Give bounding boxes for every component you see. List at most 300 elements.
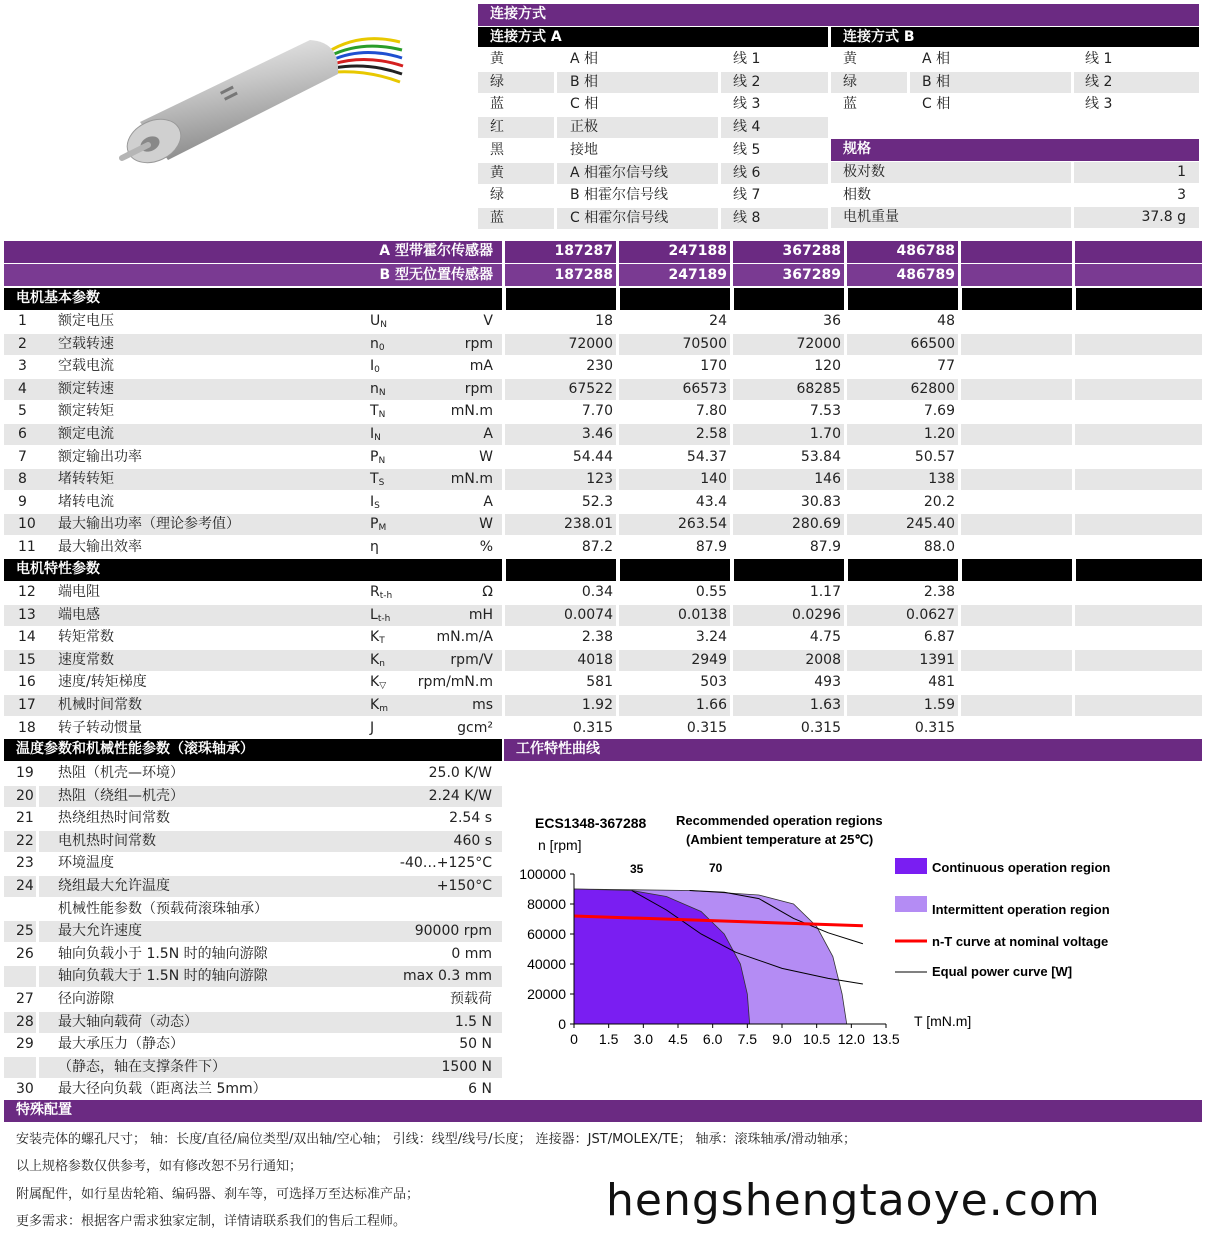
row-number: 2 — [18, 335, 27, 352]
param-unit: gcm² — [457, 719, 493, 736]
col-divider — [616, 492, 619, 513]
row-number: 27 — [16, 991, 34, 1007]
conn-a-phase: A 相 — [570, 51, 599, 67]
col-divider — [844, 582, 847, 603]
row-number: 12 — [18, 584, 36, 600]
param-unit: Ω — [482, 584, 493, 600]
param-name: 热阻（机壳—环境） — [58, 765, 184, 781]
curve-title: 工作特性曲线 — [504, 739, 1202, 761]
col-divider — [958, 424, 961, 445]
conn-b-color: 蓝 — [843, 96, 857, 113]
power-label-35: 35 — [630, 862, 644, 876]
conn-a-color: 绿 — [490, 73, 504, 90]
power-label-70: 70 — [709, 861, 723, 875]
col-divider — [502, 311, 505, 332]
param-value: 245.40 — [906, 516, 955, 533]
param-value: 62800 — [910, 380, 955, 397]
spec-label: 相数 — [843, 186, 871, 203]
param-name: 最大径向负载（距离法兰 5mm） — [58, 1081, 267, 1098]
param-name: 额定转速 — [58, 380, 114, 397]
param-unit: rpm/V — [450, 651, 493, 668]
param-symbol: $L_{t-h}$ — [370, 606, 391, 624]
param-name: 堵转转矩 — [58, 471, 114, 488]
param-name: 环境温度 — [58, 855, 114, 872]
col-divider — [730, 537, 733, 558]
basic-title-fill — [734, 288, 844, 310]
col-divider — [616, 447, 619, 468]
col-divider — [730, 311, 733, 332]
x-tick-label: 13.5 — [872, 1031, 900, 1047]
conn-b-phase: A 相 — [922, 51, 951, 67]
col-divider — [844, 627, 847, 648]
row-number: 7 — [18, 448, 27, 465]
param-value: 1.59 — [923, 697, 955, 713]
character-title-fill — [620, 559, 730, 581]
col-divider — [36, 786, 39, 807]
basic-title-fill — [848, 288, 958, 310]
col-divider — [1072, 469, 1075, 490]
col-divider — [958, 379, 961, 400]
col-divider — [502, 627, 505, 648]
param-symbol: $I_S$ — [370, 493, 380, 511]
param-value: 72000 — [796, 335, 841, 352]
spec-value: 3 — [1177, 186, 1186, 203]
row-number: 19 — [16, 765, 34, 781]
conn-b-wire: 线 2 — [1085, 73, 1113, 90]
col-divider — [502, 718, 505, 739]
row-number: 15 — [18, 651, 36, 668]
param-value: 123 — [586, 471, 613, 488]
model-b-number: 187288 — [554, 267, 613, 283]
param-symbol: $U_N$ — [370, 313, 387, 330]
param-value: 53.84 — [800, 448, 841, 465]
param-value: 6 N — [468, 1081, 492, 1098]
row-number: 21 — [16, 810, 34, 827]
chart-subtitle: Recommended operation regions — [676, 813, 883, 828]
param-value: 7.69 — [923, 403, 955, 420]
col-divider — [36, 1057, 39, 1078]
col-divider — [730, 469, 733, 490]
col-divider — [844, 695, 847, 716]
col-divider — [958, 672, 961, 693]
param-unit: mA — [469, 358, 493, 375]
chart-subtitle-2: (Ambient temperature at 25℃) — [686, 832, 874, 847]
param-unit: W — [479, 448, 493, 465]
param-value: 481 — [928, 674, 955, 691]
param-value: 87.2 — [581, 539, 613, 555]
col-divider — [958, 514, 961, 535]
param-value: -40…+125°C — [399, 855, 492, 872]
col-divider — [502, 356, 505, 377]
col-divider — [502, 514, 505, 535]
param-symbol: $R_{t-h}$ — [370, 584, 393, 601]
row-number: 24 — [16, 878, 34, 894]
param-value: 88.0 — [923, 539, 955, 555]
col-divider — [844, 311, 847, 332]
conn-a-color: 蓝 — [490, 209, 504, 226]
motor-product-image — [100, 12, 410, 182]
param-name: 额定转矩 — [58, 403, 114, 420]
param-value: 50.57 — [914, 448, 955, 465]
col-divider — [844, 334, 847, 355]
col-divider — [730, 356, 733, 377]
x-tick-label: 12.0 — [837, 1031, 865, 1047]
param-value: 预载荷 — [450, 991, 492, 1007]
param-value: 140 — [700, 471, 727, 488]
param-symbol: $n_N$ — [370, 380, 386, 398]
col-divider — [616, 672, 619, 693]
conn-a-color: 蓝 — [490, 96, 504, 113]
col-divider — [958, 627, 961, 648]
operation-region-chart — [504, 762, 1202, 1102]
param-name: 最大允许速度 — [58, 923, 142, 940]
model-a-number: 367288 — [782, 243, 841, 259]
col-divider — [36, 831, 39, 852]
connection-title: 连接方式 — [478, 4, 1199, 26]
conn-a-phase: 正极 — [570, 119, 598, 136]
character-title-fill — [506, 559, 616, 581]
param-value: 581 — [586, 674, 613, 691]
param-value: 0.0074 — [564, 606, 613, 623]
param-value: 230 — [586, 358, 613, 375]
param-symbol: $P_M$ — [370, 516, 387, 534]
col-divider — [958, 469, 961, 490]
param-unit: mH — [468, 606, 493, 623]
param-symbol: η — [370, 539, 379, 555]
col-divider — [502, 447, 505, 468]
param-value: 0.315 — [800, 719, 841, 736]
col-divider — [502, 334, 505, 355]
param-unit: mN.m/A — [436, 629, 493, 646]
model-col-divider — [502, 241, 505, 286]
spec-label: 极对数 — [843, 164, 885, 180]
row-number: 26 — [16, 945, 34, 962]
col-divider — [1072, 334, 1075, 355]
col-divider — [616, 695, 619, 716]
col-divider — [958, 605, 961, 626]
param-value: 2949 — [691, 651, 727, 668]
col-divider — [502, 695, 505, 716]
param-value: 87.9 — [695, 539, 727, 555]
col-divider — [502, 492, 505, 513]
col-divider — [502, 582, 505, 603]
y-tick-label: 20000 — [527, 986, 566, 1002]
param-value: 3.24 — [695, 629, 727, 646]
param-value: 1.5 N — [454, 1013, 492, 1030]
conn-a-color: 黑 — [490, 141, 504, 158]
x-axis-label: T [mN.m] — [914, 1013, 972, 1029]
special-line-4: 更多需求：根据客户需求独家定制，详情请联系我们的售后工程师。 — [16, 1214, 407, 1229]
row-number: 11 — [18, 539, 36, 555]
col-divider — [616, 514, 619, 535]
col-divider — [730, 650, 733, 671]
param-value: 2.54 s — [449, 810, 492, 827]
param-symbol: $K_n$ — [370, 651, 385, 669]
param-value: 0.55 — [695, 584, 727, 600]
col-divider — [502, 537, 505, 558]
param-name: 额定输出功率 — [58, 448, 142, 465]
conn-a-phase: C 相霍尔信号线 — [570, 209, 669, 226]
col-divider — [1072, 605, 1075, 626]
model-col-divider — [730, 241, 733, 286]
col-divider — [844, 492, 847, 513]
col-divider — [36, 876, 39, 897]
col-divider — [730, 605, 733, 626]
param-value: 66573 — [682, 380, 727, 397]
conn-b-phase: C 相 — [922, 96, 951, 113]
model-b-number: 247189 — [668, 267, 727, 283]
col-divider — [844, 672, 847, 693]
col-divider — [1072, 582, 1075, 603]
col-divider — [958, 492, 961, 513]
param-value: 0.315 — [572, 719, 613, 736]
col-divider — [730, 718, 733, 739]
row-number: 30 — [16, 1081, 34, 1098]
param-symbol: $I_0$ — [370, 358, 380, 376]
param-value — [330, 899, 492, 920]
param-value: 36 — [823, 313, 841, 329]
model-a-number: 486788 — [896, 243, 955, 259]
param-value: 87.9 — [809, 539, 841, 555]
param-symbol: $I_N$ — [370, 426, 381, 443]
col-divider — [1072, 695, 1075, 716]
param-unit: % — [479, 539, 493, 555]
param-value: 54.44 — [572, 448, 613, 465]
col-divider — [844, 514, 847, 535]
col-divider — [616, 537, 619, 558]
basic-title-fill — [962, 288, 1072, 310]
legend-swatch-intermittent — [895, 896, 927, 912]
col-divider — [958, 401, 961, 422]
param-name: 端电感 — [58, 606, 100, 623]
basic-title-fill — [506, 288, 616, 310]
col-divider — [502, 424, 505, 445]
param-symbol: $T_N$ — [370, 403, 386, 421]
row-number: 22 — [16, 832, 34, 849]
row-number: 14 — [18, 629, 36, 646]
col-divider — [1072, 356, 1075, 377]
col-divider — [502, 650, 505, 671]
param-value: 20.2 — [923, 493, 955, 510]
param-name: 空载转速 — [58, 335, 114, 352]
conn-b-phase: B 相 — [922, 73, 951, 90]
param-value: 0.315 — [914, 719, 955, 736]
legend-power: Equal power curve [W] — [932, 964, 1073, 979]
param-value: 2.38 — [581, 629, 613, 646]
param-value: 0.34 — [581, 584, 613, 600]
param-name: 堵转电流 — [58, 493, 114, 510]
row-number: 25 — [16, 923, 34, 940]
col-divider — [730, 514, 733, 535]
conn-a-wire: 线 1 — [733, 51, 761, 67]
character-title: 电机特性参数 — [4, 559, 502, 581]
spec-value: 1 — [1177, 164, 1186, 180]
conn-a-wire: 线 5 — [733, 141, 761, 158]
param-symbol: J — [370, 719, 375, 736]
col-divider — [958, 447, 961, 468]
x-tick-label: 7.5 — [737, 1031, 758, 1047]
legend-nt: n-T curve at nominal voltage — [932, 934, 1109, 949]
param-name: 径向游隙 — [58, 991, 114, 1007]
conn-a-color: 绿 — [490, 187, 504, 204]
row-number: 29 — [16, 1036, 34, 1053]
param-unit: A — [483, 426, 493, 442]
param-name: 最大输出功率（理论参考值） — [58, 516, 240, 533]
y-axis-label: n [rpm] — [538, 837, 582, 853]
param-value: 72000 — [568, 335, 613, 352]
param-unit: V — [483, 313, 493, 329]
param-value: 170 — [700, 358, 727, 375]
col-divider — [1072, 311, 1075, 332]
col-divider — [730, 582, 733, 603]
col-divider — [36, 966, 39, 987]
col-divider — [730, 627, 733, 648]
special-title: 特殊配置 — [4, 1100, 1202, 1122]
conn-a-phase: B 相 — [570, 73, 599, 90]
col-divider — [730, 492, 733, 513]
param-value: 24 — [709, 313, 727, 329]
param-name: 速度/转矩梯度 — [58, 674, 147, 691]
param-value: 43.4 — [695, 493, 727, 510]
row-number — [16, 1057, 36, 1078]
col-divider — [730, 672, 733, 693]
x-tick-label: 4.5 — [668, 1031, 688, 1047]
param-value: 4.75 — [809, 629, 841, 646]
param-value: 67522 — [568, 380, 613, 397]
param-symbol: $K_T$ — [370, 629, 385, 647]
col-divider — [958, 537, 961, 558]
y-tick-label: 40000 — [527, 956, 566, 972]
y-tick-label: 100000 — [519, 866, 566, 882]
conn-a-wire: 线 6 — [733, 164, 761, 181]
row-number: 9 — [18, 493, 27, 510]
param-name: 热绕组热时间常数 — [58, 810, 170, 827]
col-divider — [502, 401, 505, 422]
param-name: 最大轴向载荷（动态） — [58, 1013, 198, 1030]
col-divider — [1072, 650, 1075, 671]
param-value: 238.01 — [564, 516, 613, 533]
col-divider — [616, 605, 619, 626]
param-unit: mN.m — [450, 403, 493, 420]
col-divider — [958, 334, 961, 355]
row-number: 8 — [18, 471, 27, 488]
col-divider — [730, 424, 733, 445]
param-name: 空载电流 — [58, 358, 114, 375]
spec-title: 规格 — [831, 139, 1199, 161]
col-divider — [730, 695, 733, 716]
character-title-fill — [848, 559, 958, 581]
col-divider — [844, 401, 847, 422]
param-value: max 0.3 mm — [403, 968, 492, 985]
param-value: 48 — [937, 313, 955, 329]
col-divider — [844, 356, 847, 377]
param-value: 493 — [814, 674, 841, 691]
param-value: 52.3 — [581, 493, 613, 510]
col-divider — [502, 469, 505, 490]
col-divider — [1072, 718, 1075, 739]
param-value: 138 — [928, 471, 955, 488]
col-divider — [844, 718, 847, 739]
param-symbol: $n_0$ — [370, 335, 385, 353]
model-a-number: 187287 — [554, 243, 613, 259]
col-divider — [616, 356, 619, 377]
chart-title: ECS1348-367288 — [535, 815, 647, 831]
param-value: 7.53 — [809, 403, 841, 420]
row-number: 5 — [18, 403, 27, 420]
row-number: 1 — [18, 313, 27, 329]
param-value: 1.20 — [923, 426, 955, 442]
x-tick-label: 3.0 — [633, 1031, 654, 1047]
model-a-number: 247188 — [668, 243, 727, 259]
param-name: 绕组最大允许温度 — [58, 878, 170, 894]
col-divider — [1072, 627, 1075, 648]
param-value: 146 — [814, 471, 841, 488]
row-number: 10 — [18, 516, 36, 533]
basic-title-fill — [620, 288, 730, 310]
param-unit: W — [479, 516, 493, 533]
row-number: 6 — [18, 426, 27, 442]
character-title-fill — [734, 559, 844, 581]
param-name: 电机热时间常数 — [58, 832, 156, 849]
param-unit: mN.m — [450, 471, 493, 488]
param-value: 68285 — [796, 380, 841, 397]
special-line-3: 附属配件，如行星齿轮箱、编码器、刹车等，可选择万至达标准产品； — [16, 1187, 420, 1202]
param-value: 54.37 — [686, 448, 727, 465]
col-divider — [616, 334, 619, 355]
param-name: 轴向负载大于 1.5N 时的轴向游隙 — [58, 968, 268, 985]
param-value: 0.0138 — [678, 606, 727, 623]
param-value: 18 — [595, 313, 613, 329]
param-value: 460 s — [453, 832, 492, 849]
param-name: 最大承压力（静态） — [58, 1036, 184, 1053]
param-value: 0.315 — [686, 719, 727, 736]
param-value: 1391 — [919, 651, 955, 668]
param-value: 50 N — [459, 1036, 492, 1053]
col-divider — [616, 469, 619, 490]
col-divider — [844, 469, 847, 490]
col-divider — [616, 311, 619, 332]
param-unit: rpm/mN.m — [417, 674, 493, 691]
y-tick-label: 0 — [558, 1016, 566, 1032]
param-value: 263.54 — [678, 516, 727, 533]
param-value: 66500 — [910, 335, 955, 352]
param-value: 1.66 — [695, 697, 727, 713]
param-unit: ms — [472, 697, 493, 713]
col-divider — [616, 718, 619, 739]
legend-continuous: Continuous operation region — [932, 860, 1111, 875]
conn-b-wire: 线 3 — [1085, 96, 1113, 113]
character-title-fill — [1076, 559, 1202, 581]
param-unit: rpm — [464, 335, 493, 352]
col-divider — [730, 334, 733, 355]
param-name: 机械时间常数 — [58, 697, 142, 713]
conn-a-wire: 线 8 — [733, 209, 761, 226]
param-value: 6.87 — [923, 629, 955, 646]
special-line-1: 安装壳体的螺孔尺寸； 轴：长度/直径/扁位类型/双出轴/空心轴； 引线：线型/线号/长度； 连接器：JST/MOLEX/TE； 轴承：滚珠轴承/滑动轴承； — [16, 1132, 856, 1147]
col-divider — [844, 424, 847, 445]
param-name: 最大输出效率 — [58, 539, 142, 555]
col-divider — [844, 447, 847, 468]
col-divider — [616, 650, 619, 671]
basic-title-fill — [1076, 288, 1202, 310]
conn-a-wire: 线 2 — [733, 73, 761, 90]
conn-b-color: 黄 — [843, 51, 857, 67]
conn-a-color: 黄 — [490, 51, 504, 67]
param-name: 额定电压 — [58, 313, 114, 329]
conn-a-phase: A 相霍尔信号线 — [570, 164, 669, 181]
row-number: 3 — [18, 358, 27, 375]
param-value: 90000 rpm — [414, 923, 492, 940]
